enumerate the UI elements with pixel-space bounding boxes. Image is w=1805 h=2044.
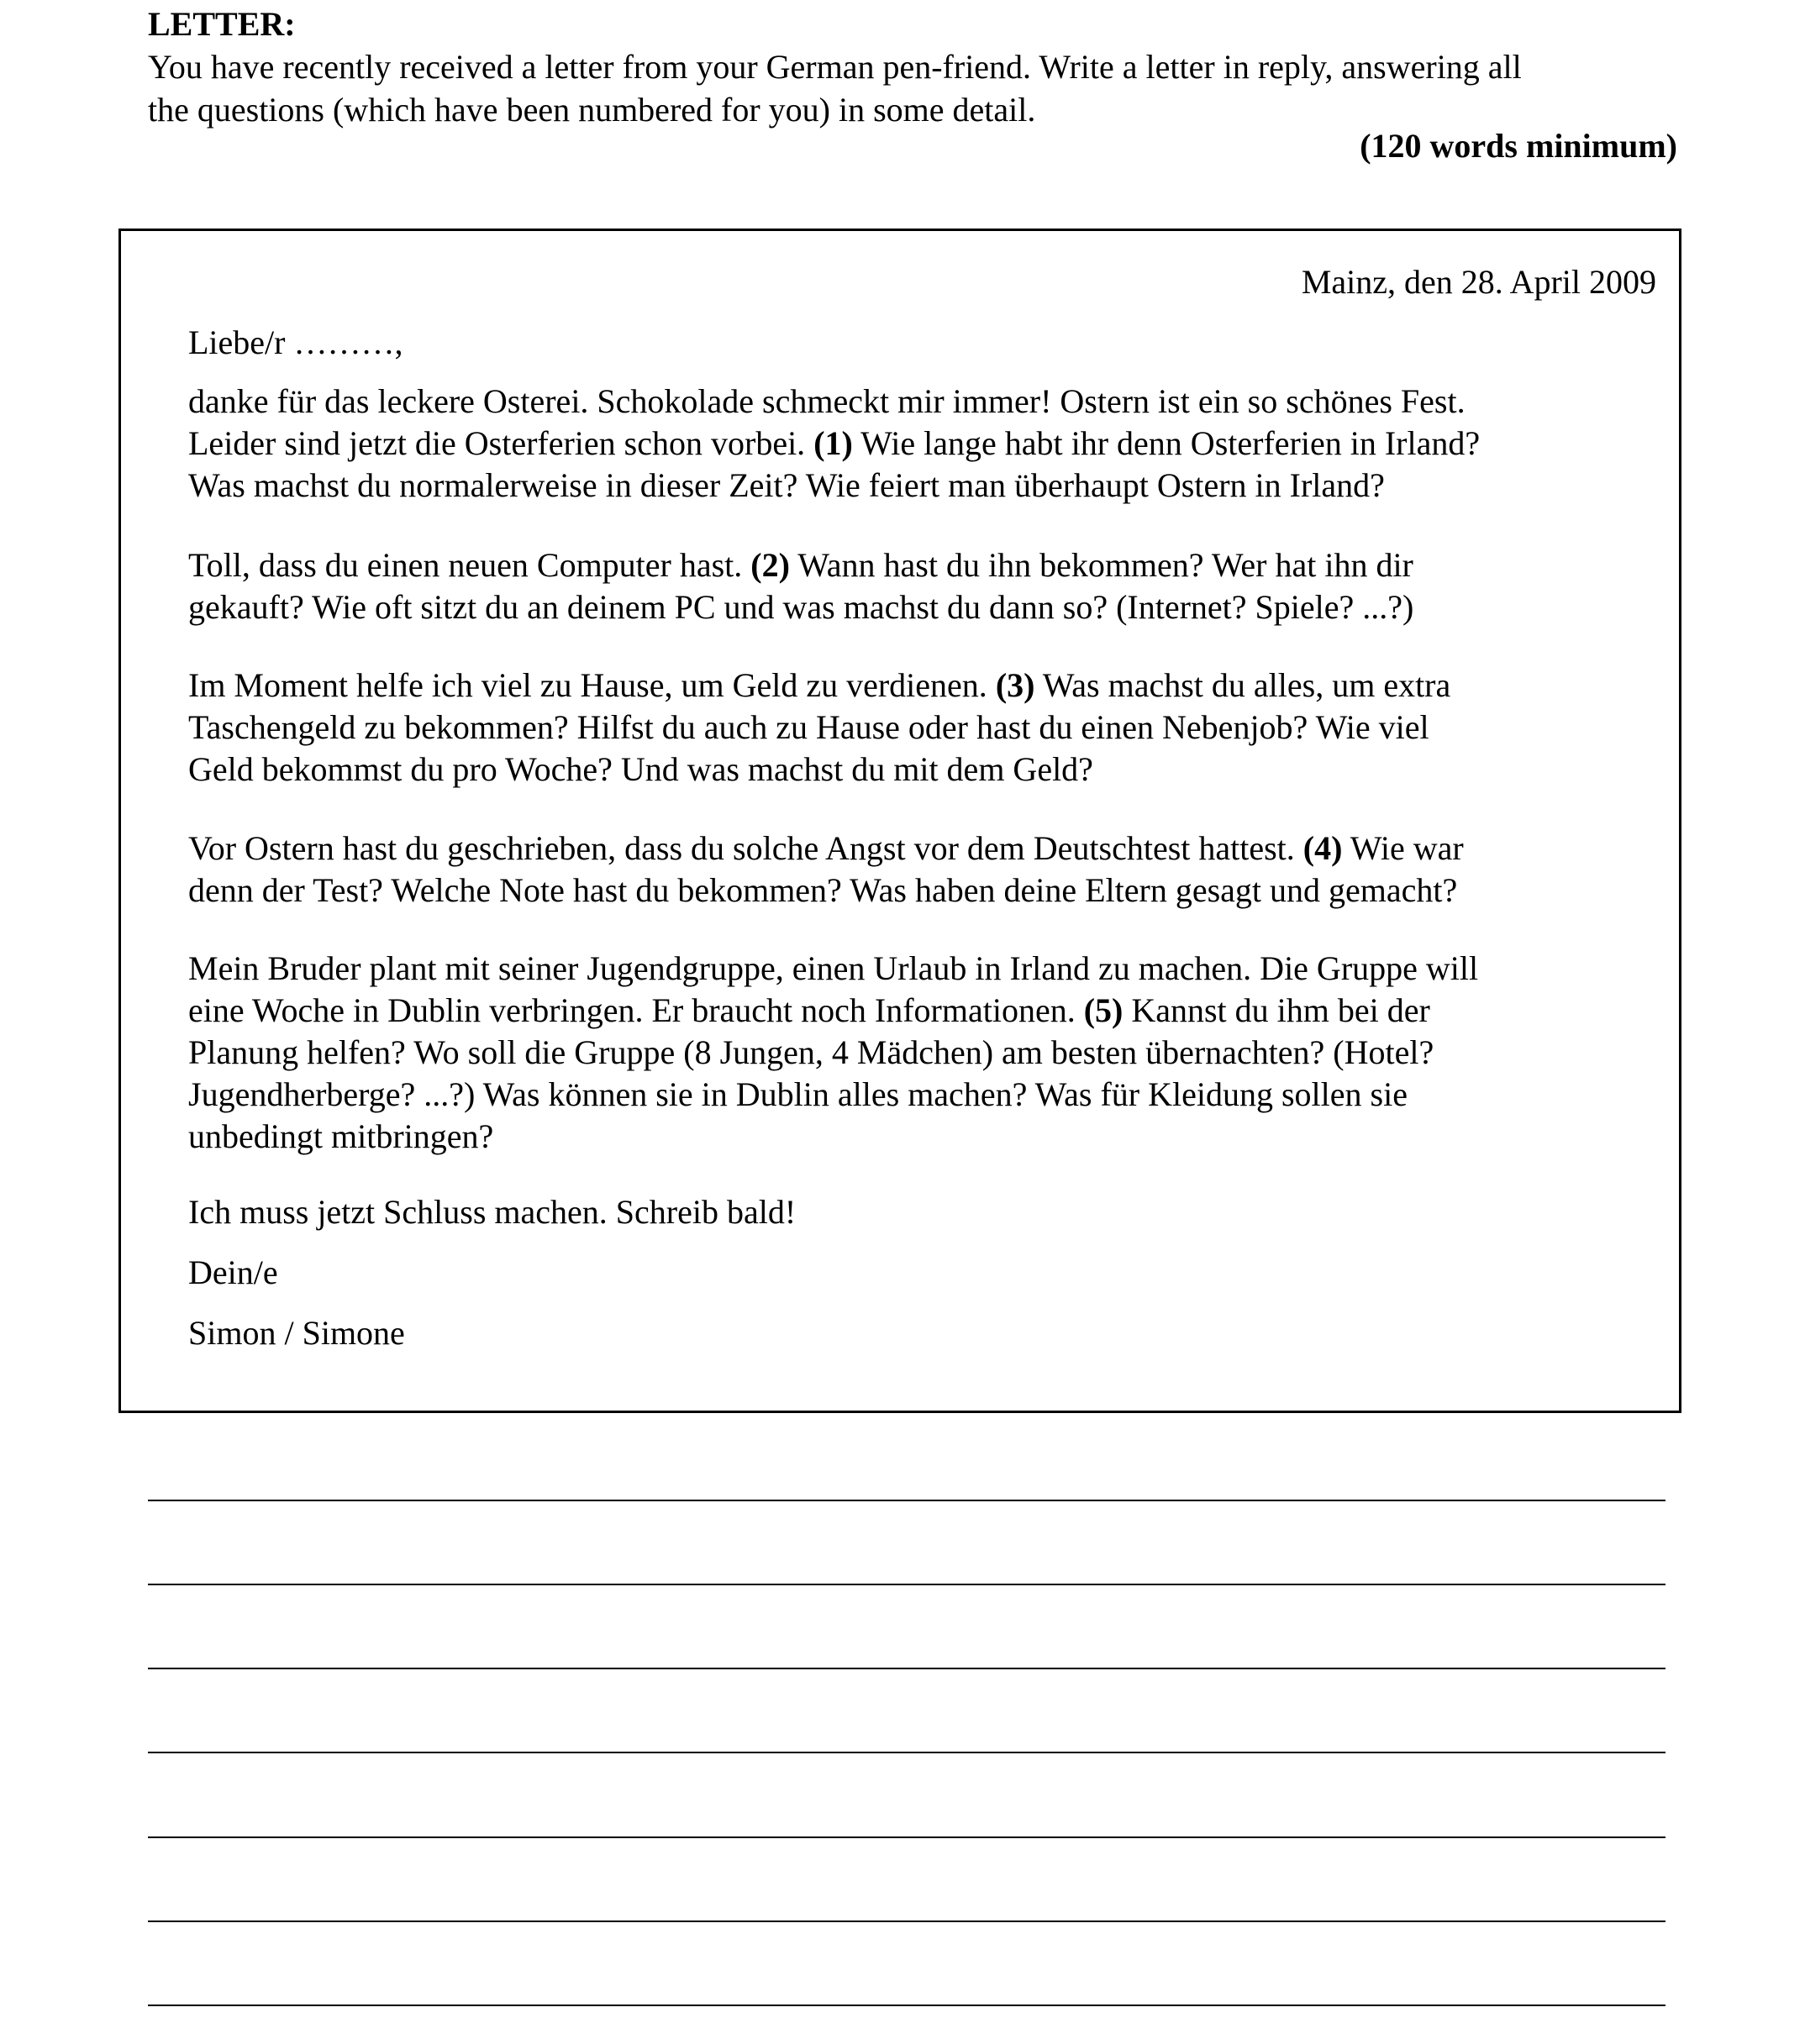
letter-box — [118, 229, 1681, 1413]
text-line: Taschengeld zu bekommen? Hilfst du auch zu Hause oder hast du einen Nebenjob? Wie viel — [188, 708, 1429, 746]
text-line: Geld bekommst du pro Woche? Und was machst du mit dem Geld? — [188, 750, 1093, 788]
word-minimum: (120 words minimum) — [1360, 127, 1677, 165]
text-line — [188, 990, 1478, 1032]
text-line: Was machst du normalerweise in dieser Zeit? Wie feiert man überhaupt Ostern in Irland? — [188, 466, 1385, 504]
answer-writing-line[interactable] — [148, 2005, 1666, 2006]
instruction-line: the questions (which have been numbered for you) in some detail. — [148, 91, 1036, 129]
section-heading: LETTER: — [148, 5, 296, 43]
letter-paragraph-5 — [188, 948, 1478, 1158]
question-number: (2) — [750, 546, 790, 584]
letter-paragraph-2 — [188, 544, 1413, 628]
letter-signature: Simon / Simone — [188, 1314, 405, 1352]
answer-writing-line[interactable] — [148, 1921, 1666, 1922]
answer-writing-line[interactable] — [148, 1668, 1666, 1669]
text-run: Wie war — [1342, 829, 1464, 867]
text-run: Toll, dass du einen neuen Computer hast. — [188, 546, 751, 584]
task-instruction — [148, 45, 1702, 131]
answer-writing-line[interactable] — [148, 1836, 1666, 1838]
question-number: (3) — [995, 666, 1035, 704]
text-run: Vor Ostern hast du geschrieben, dass du solche Angst vor dem Deutschtest hattest. — [188, 829, 1303, 867]
text-line — [188, 423, 1480, 465]
text-run: Im Moment helfe ich viel zu Hause, um Geld zu verdienen. — [188, 666, 996, 704]
answer-writing-line[interactable] — [148, 1500, 1666, 1501]
text-line: Planung helfen? Wo soll die Gruppe (8 Jungen, 4 Mädchen) am besten übernachten? (Hotel? — [188, 1033, 1434, 1071]
text-line: danke für das leckere Osterei. Schokolade schmeckt mir immer! Ostern ist ein so schönes Fest. — [188, 382, 1466, 420]
letter-paragraph-4 — [188, 828, 1464, 912]
answer-writing-line[interactable] — [148, 1584, 1666, 1585]
text-line: Mein Bruder plant mit seiner Jugendgruppe, einen Urlaub in Irland zu machen. Die Gruppe will — [188, 949, 1479, 987]
text-line — [188, 665, 1450, 707]
text-run: Wann hast du ihn bekommen? Wer hat ihn dir — [789, 546, 1413, 584]
text-run: Leider sind jetzt die Osterferien schon vorbei. — [188, 424, 814, 462]
text-run: Wie lange habt ihr denn Osterferien in Irland? — [852, 424, 1481, 462]
letter-date: Mainz, den 28. April 2009 — [1301, 263, 1656, 301]
text-line: gekauft? Wie oft sitzt du an deinem PC und was machst du dann so? (Internet? Spiele? ...?) — [188, 588, 1414, 626]
answer-writing-line[interactable] — [148, 1752, 1666, 1753]
letter-greeting: Liebe/r ………, — [188, 323, 403, 361]
text-run: Was machst du alles, um extra — [1034, 666, 1451, 704]
letter-closing: Ich muss jetzt Schluss machen. Schreib bald! — [188, 1193, 797, 1231]
question-number: (1) — [813, 424, 853, 462]
text-line — [188, 544, 1413, 586]
text-line: Jugendherberge? ...?) Was können sie in Dublin alles machen? Was für Kleidung sollen sie — [188, 1075, 1408, 1113]
letter-paragraph-3 — [188, 665, 1450, 791]
letter-paragraph-1 — [188, 381, 1480, 507]
text-run: Kannst du ihm bei der — [1123, 991, 1430, 1029]
text-line — [188, 828, 1464, 870]
question-number: (4) — [1302, 829, 1343, 867]
letter-signoff: Dein/e — [188, 1253, 278, 1291]
text-line: unbedingt mitbringen? — [188, 1117, 494, 1155]
instruction-line: You have recently received a letter from your German pen-friend. Write a letter in reply, answering all — [148, 48, 1522, 86]
text-line: denn der Test? Welche Note hast du bekommen? Was haben deine Eltern gesagt und gemacht? — [188, 871, 1458, 909]
text-run: eine Woche in Dublin verbringen. Er braucht noch Informationen. — [188, 991, 1084, 1029]
question-number: (5) — [1083, 991, 1124, 1029]
